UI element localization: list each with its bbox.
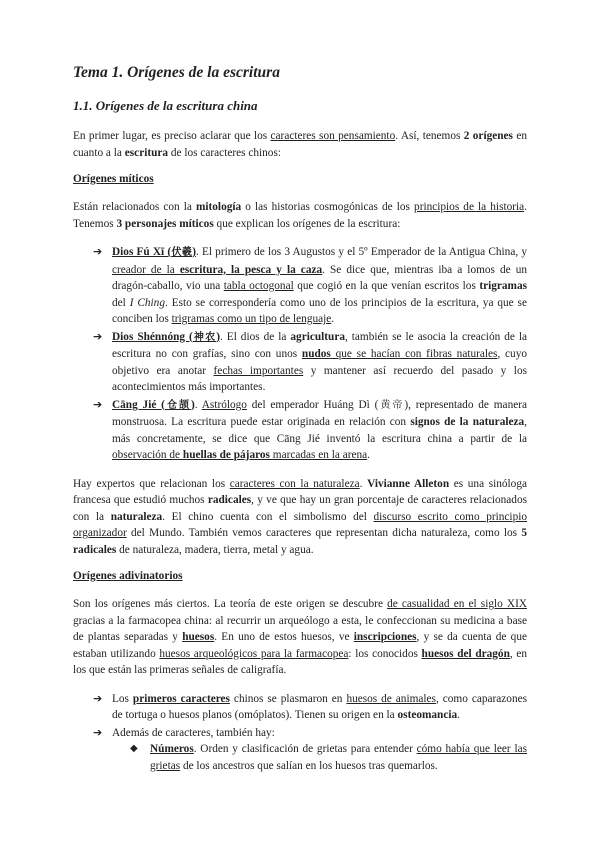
text: creador de la <box>112 263 180 276</box>
list-item-first-characters <box>93 691 527 724</box>
text: . <box>359 477 368 490</box>
text: de los caracteres chinos: <box>168 146 281 159</box>
text: . Se dice que, mientras iba a lomos de un dragón-caballo, vio una <box>112 263 527 292</box>
nature-paragraph <box>73 476 527 559</box>
underlined-text: huesos de animales <box>346 692 436 705</box>
text: . El dios de la <box>220 330 291 343</box>
text: , también se le asocia la creación de la escritura no con grafías, sino con unos <box>112 330 527 360</box>
text: ) <box>192 246 196 258</box>
chinese-characters: 仓颉 <box>164 399 191 411</box>
list-item-cang-jie <box>93 397 527 464</box>
text: . Tenemos <box>73 201 527 230</box>
sub-list-item-numbers <box>130 741 527 774</box>
bold-text: mitología <box>195 201 242 213</box>
text: gracias a la farmacopea china: al recurrir un arqueólogo a esta, le confeccionan su medicina a base de plantas separadas y <box>73 614 527 643</box>
text: , y se da cuenta de que estaban utilizando <box>73 631 527 660</box>
text: y mantener así recuerdo del pasado y los acontecimientos más importantes. <box>112 364 527 393</box>
text: . El primero de los 3 Augustos y el 5º Emperador de la Antigua China, y <box>195 246 527 258</box>
bold-text: Vivianne Alleton <box>367 477 450 490</box>
bold-text: agricultura <box>290 330 345 343</box>
text: : los conocidos <box>348 647 422 660</box>
bold-text: 2 orígenes <box>463 130 513 142</box>
bold-text: naturaleza <box>110 510 163 523</box>
underlined-text: trigramas como un tipo de lenguaje <box>171 313 332 325</box>
arrow-icon: ➔ <box>93 691 103 705</box>
bold-text: inscripciones <box>353 631 417 643</box>
underlined-text: observación de <box>112 449 183 461</box>
underlined-text: que se hacían con fibras naturales <box>330 348 498 360</box>
arrow-icon: ➔ <box>93 245 103 258</box>
underlined-text: caracteres con la naturaleza <box>229 477 360 490</box>
text: . <box>367 449 370 461</box>
text: Los <box>112 692 133 705</box>
underlined-text: cómo había que leer las grietas <box>150 743 527 772</box>
text: , y ve que hay un gran porcentaje de caracteres relacionados con la <box>73 494 527 523</box>
arrow-icon: ➔ <box>93 329 103 343</box>
text: que cogió en la que venían escritos los <box>293 280 480 292</box>
text: ), representado de manera monstruosa. La escritura puede estar originada en relación con <box>112 398 528 428</box>
text: , cuyo objetivo era anotar <box>112 348 528 377</box>
text: . <box>331 313 335 325</box>
underlined-text: marcadas en la arena <box>269 449 368 461</box>
bold-text: 3 personajes míticos <box>116 217 214 230</box>
figure-name <box>112 331 220 343</box>
text: o las historias cosmogónicas de los <box>241 201 415 213</box>
figure-name <box>112 246 196 258</box>
text: , como caparazones de tortuga o huesos planos (omóplatos). Tienen su origen en la <box>112 692 528 721</box>
text: . En uno de estos huesos, ve <box>214 631 354 643</box>
bold-text: nudos <box>301 348 331 360</box>
text: . El chino cuenta con el simbolismo del <box>162 510 374 523</box>
text: de naturaleza, madera, tierra, metal y agua. <box>116 543 314 556</box>
text: del Mundo. También vemos caracteres que representan dicha naturaleza, como los <box>126 527 522 539</box>
figure-name <box>112 399 195 411</box>
bold-text: osteomancia <box>397 709 458 721</box>
bold-text: signos de la naturaleza <box>410 416 525 428</box>
underlined-text <box>112 264 322 276</box>
underlined-text: tabla octogonal <box>223 280 294 292</box>
section-subtitle: 1.1. Orígenes de la escritura china <box>73 98 258 113</box>
diamond-icon: ◆ <box>130 743 138 754</box>
section-heading-mythic: Orígenes míticos <box>73 173 154 185</box>
text: del <box>112 296 130 309</box>
bold-text: huesos del dragón <box>421 647 510 660</box>
mythic-figures-list <box>93 244 527 464</box>
text: Están relacionados con la <box>73 201 196 213</box>
text: . <box>457 709 460 721</box>
bold-text: escritura, la pesca y la caza <box>179 263 323 276</box>
bold-text: trigramas <box>479 280 528 292</box>
text: del emperador Huáng Dì ( <box>246 398 379 411</box>
text: . Esto se correspondería como uno de los principios de la escritura, ya que se conciben los <box>112 296 527 325</box>
text: Cāng Jié ( <box>112 398 165 411</box>
text: ) <box>190 398 195 411</box>
underlined-text: caracteres son pensamiento <box>270 130 396 142</box>
bold-text: primeros caracteres <box>132 692 230 705</box>
text: chinos se plasmaron en <box>229 692 347 705</box>
list-item-fu-xi <box>93 244 527 328</box>
page-title: Tema 1. Orígenes de la escritura <box>73 64 280 81</box>
divinatory-paragraph <box>73 596 527 679</box>
list-item-also <box>93 725 527 775</box>
arrow-icon: ➔ <box>93 725 103 739</box>
text: de los ancestros que salían en los huesos tras quemarlos. <box>180 759 438 772</box>
text: Dios Shénnóng ( <box>112 330 193 343</box>
text: Además de caracteres, también hay: <box>112 726 275 739</box>
bold-text: huellas de pájaros <box>182 449 270 461</box>
sub-list <box>130 741 527 774</box>
underlined-text: principios de la historia <box>414 201 525 213</box>
underlined-text: Astrólogo <box>201 398 247 411</box>
text: En primer lugar, es preciso aclarar que los <box>73 130 271 142</box>
text: Dios Fú Xī ( <box>112 246 172 258</box>
bold-text: 5 radicales <box>73 527 527 556</box>
text: . Así, tenemos <box>395 130 464 142</box>
arrow-icon: ➔ <box>93 397 103 411</box>
chinese-characters: 神农 <box>192 331 217 343</box>
text: que explican los orígenes de la escritura: <box>213 217 401 230</box>
divinatory-list <box>93 691 527 775</box>
underlined-text: fechas importantes <box>213 364 304 377</box>
text: , en los que están las primeras señales de caligrafía. <box>73 647 528 676</box>
intro-paragraph <box>73 128 527 161</box>
text: Son los orígenes más ciertos. La teoría de este origen se descubre <box>73 598 388 610</box>
chinese-characters: 黄帝 <box>378 399 405 411</box>
bold-text: escritura <box>124 146 169 159</box>
underlined-text: discurso escrito como principio organizador <box>73 510 528 539</box>
text: en cuanto a la <box>73 130 527 159</box>
text: ) <box>216 330 220 343</box>
mythic-paragraph <box>73 199 527 232</box>
text: , más concretamente, se dice que Cāng Jié inventó la escritura china a partir de la <box>112 416 527 445</box>
italic-text: I Ching <box>129 296 165 309</box>
section-heading-divinatory: Orígenes adivinatorios <box>73 570 183 582</box>
text: . Orden y clasificación de grietas para entender <box>193 743 417 755</box>
text: es una sinóloga francesa que estudió muchos <box>73 477 527 506</box>
list-item-shennong <box>93 329 527 396</box>
bold-text: radicales <box>207 494 252 506</box>
bold-text: Números <box>150 743 194 755</box>
text: Hay expertos que relacionan los <box>73 477 230 490</box>
underlined-text: huesos arqueológicos para la farmacopea <box>159 647 349 660</box>
chinese-characters: 伏羲 <box>171 247 193 258</box>
bold-text: huesos <box>182 631 215 643</box>
underlined-text: de casualidad en el siglo XIX <box>387 598 527 610</box>
text: . <box>194 398 202 411</box>
